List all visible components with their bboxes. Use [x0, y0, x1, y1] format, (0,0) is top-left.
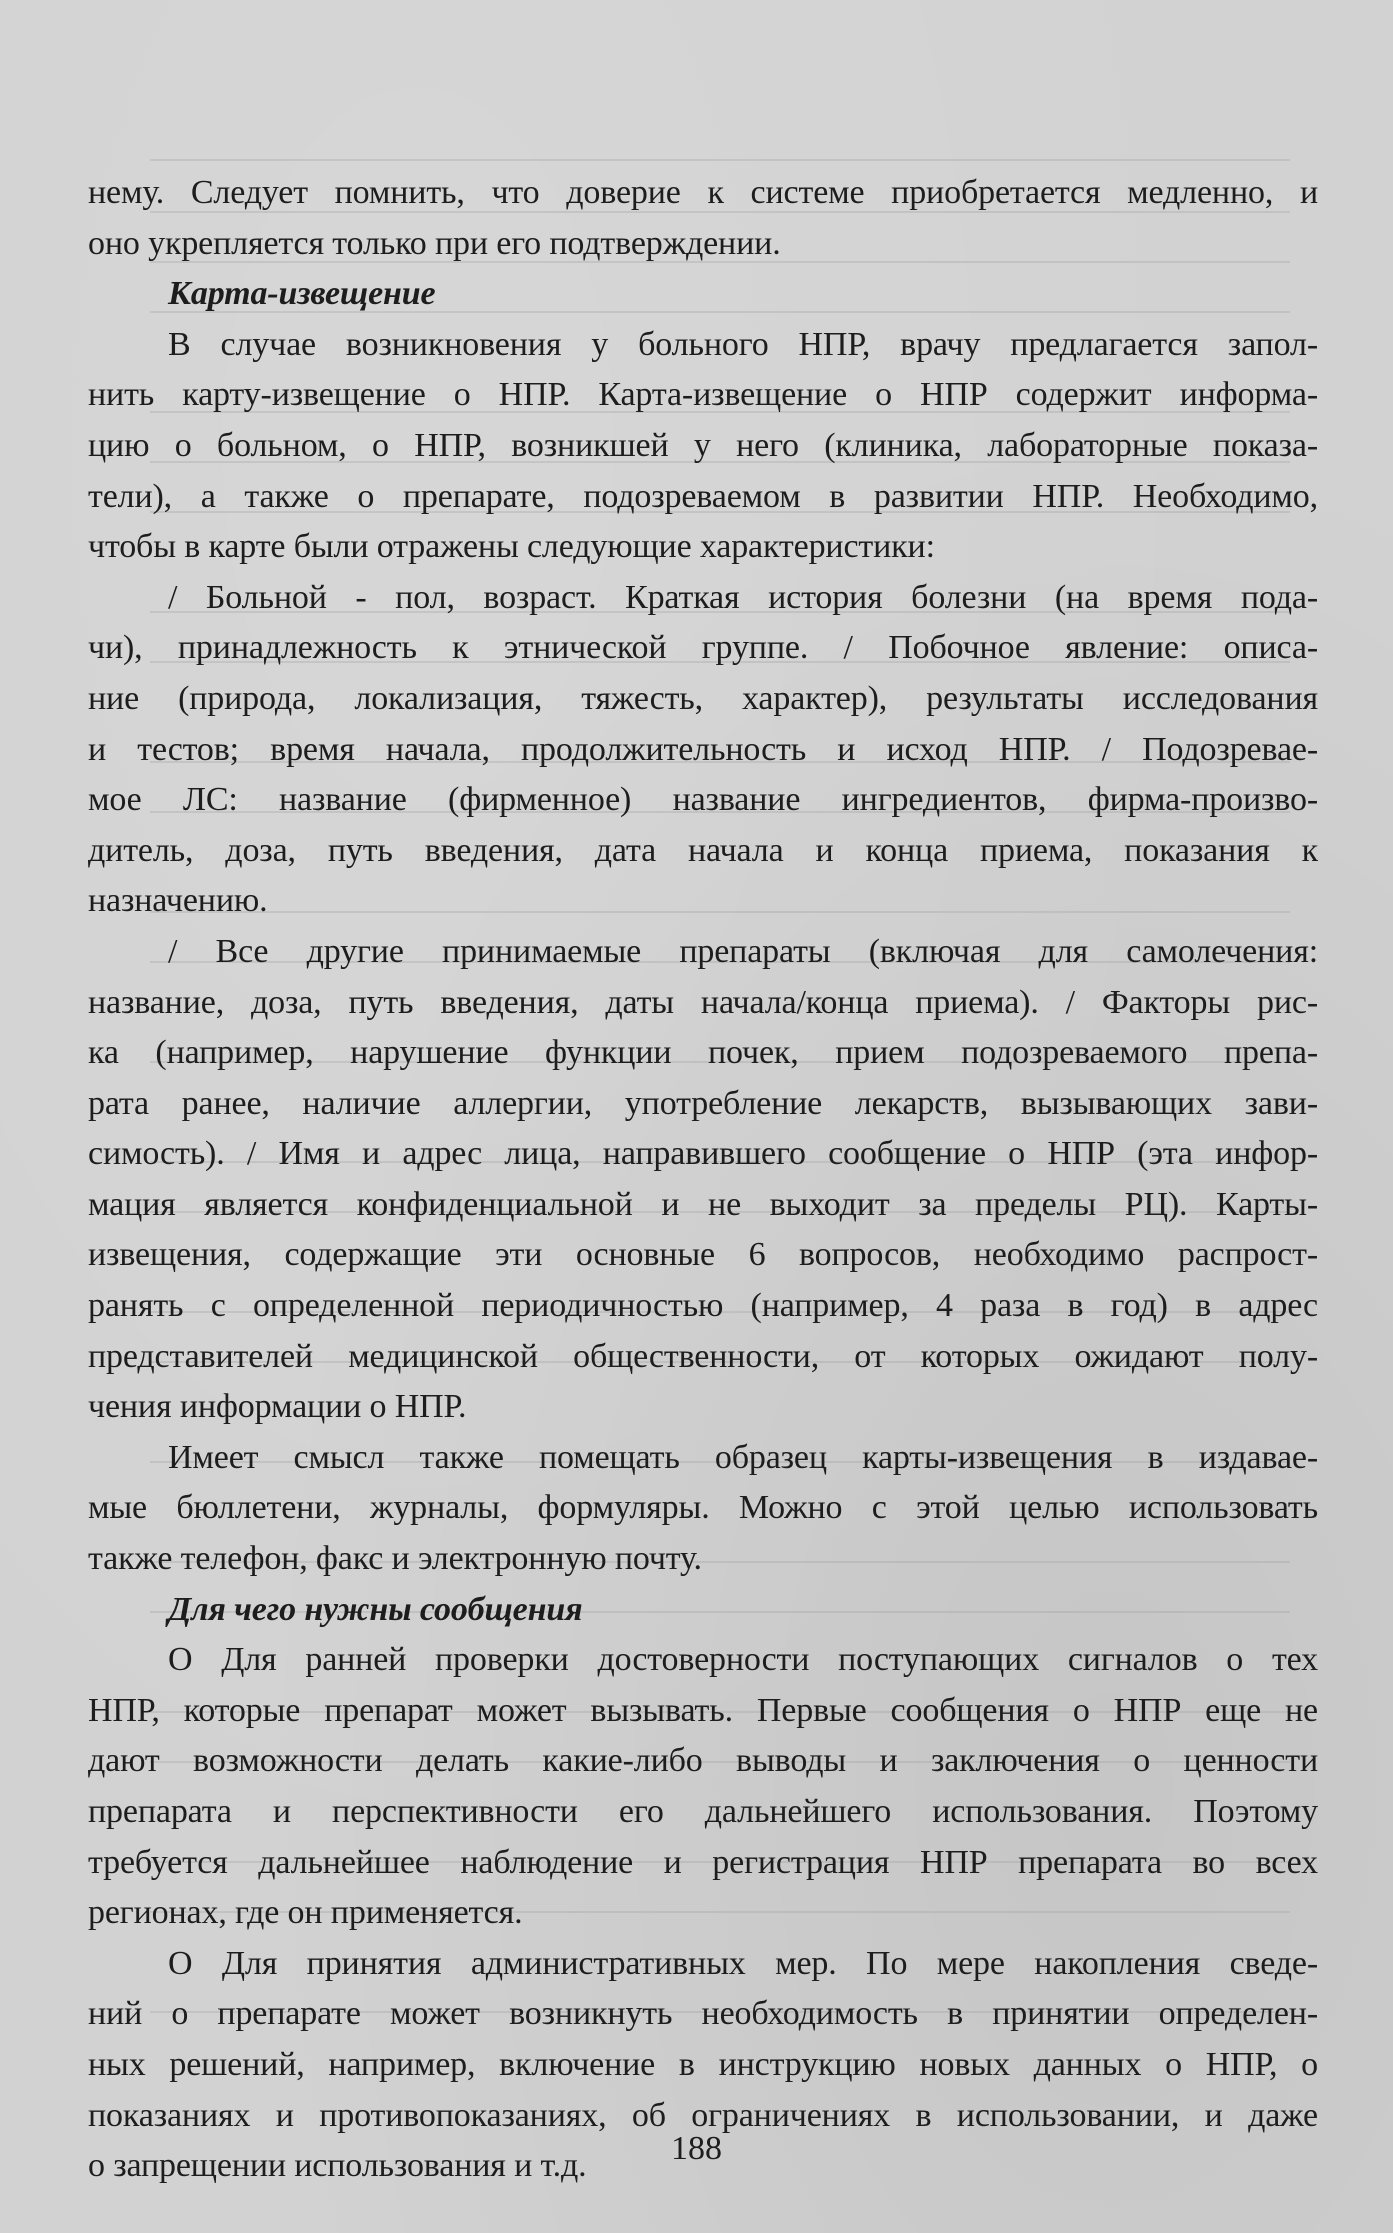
page-number: 188 — [671, 2130, 722, 2167]
text-line: и тестов; время начала, продолжительность и исход НПР. / Подозревае- — [88, 730, 1318, 768]
text-line: ний о препарате может возникнуть необходимость в принятии определен- — [88, 1995, 1318, 2033]
text-line: / Больной - пол, возраст. Краткая история болезни (на время пода- — [168, 578, 1318, 616]
text-line: НПР, которые препарат может вызывать. Первые сообщения о НПР еще не — [88, 1691, 1318, 1729]
section-heading: Карта-извещение — [168, 275, 436, 313]
text-line: цию о больном, о НПР, возникшей у него (клиника, лабораторные показа- — [88, 426, 1318, 464]
text-line: О Для ранней проверки достоверности поступающих сигналов о тех — [168, 1641, 1318, 1679]
text-line: / Все другие принимаемые препараты (включая для самолечения: — [168, 932, 1318, 970]
text-line: извещения, содержащие эти основные 6 вопросов, необходимо распрост- — [88, 1236, 1318, 1274]
text-line: Имеет смысл также помещать образец карты-извещения в издавае- — [168, 1438, 1318, 1476]
text-line: мое ЛС: название (фирменное) название ингредиентов, фирма-произво- — [88, 781, 1318, 819]
text-line: тели), а также о препарате, подозреваемом в развитии НПР. Необходимо, — [88, 477, 1318, 515]
text-line: оно укрепляется только при его подтверждении. — [88, 224, 781, 262]
text-line: рата ранее, наличие аллергии, употребление лекарств, вызывающих зави- — [88, 1084, 1318, 1122]
text-line: дитель, доза, путь введения, дата начала и конца приема, показания к — [88, 831, 1318, 869]
text-line: также телефон, факс и электронную почту. — [88, 1540, 702, 1578]
text-line: О Для принятия административных мер. По мере накопления сведе- — [168, 1944, 1318, 1982]
text-line: назначению. — [88, 882, 268, 920]
text-line: мые бюллетени, журналы, формуляры. Можно с этой целью использовать — [88, 1489, 1318, 1527]
section-heading: Для чего нужны сообщения — [168, 1590, 583, 1628]
body-text — [88, 168, 1318, 2192]
text-line: ние (природа, локализация, тяжесть, характер), результаты исследования — [88, 679, 1318, 717]
text-line: дают возможности делать какие-либо выводы и заключения о ценности — [88, 1742, 1318, 1780]
text-line: мация является конфиденциальной и не выходит за пределы РЦ). Карты- — [88, 1185, 1318, 1223]
text-line: ка (например, нарушение функции почек, прием подозреваемого препа- — [88, 1034, 1318, 1072]
text-line: ранять с определенной периодичностью (например, 4 раза в год) в адрес — [88, 1287, 1318, 1325]
text-line: о запрещении использования и т.д. — [88, 2147, 587, 2185]
text-line: чения информации о НПР. — [88, 1388, 467, 1426]
text-line: название, доза, путь введения, даты начала/конца приема). / Факторы рис- — [88, 983, 1318, 1021]
text-line: регионах, где он применяется. — [88, 1894, 523, 1932]
text-line: В случае возникновения у больного НПР, врачу предлагается запол- — [168, 325, 1318, 363]
text-line: представителей медицинской общественности, от которых ожидают полу- — [88, 1337, 1318, 1375]
text-line: препарата и перспективности его дальнейшего использования. Поэтому — [88, 1793, 1318, 1830]
text-line: симость). / Имя и адрес лица, направившего сообщение о НПР (эта инфор- — [88, 1135, 1318, 1173]
text-line: требуется дальнейшее наблюдение и регистрация НПР препарата во всех — [88, 1843, 1318, 1881]
text-line: чтобы в карте были отражены следующие характеристики: — [88, 528, 935, 566]
text-line: нить карту-извещение о НПР. Карта-извещение о НПР содержит информа- — [88, 376, 1318, 414]
text-line: нему. Следует помнить, что доверие к системе приобретается медленно, и — [88, 174, 1318, 211]
text-line: ных решений, например, включение в инструкцию новых данных о НПР, о — [88, 2045, 1318, 2083]
text-line: показаниях и противопоказаниях, об ограничениях в использовании, и даже — [88, 2096, 1318, 2134]
text-line: чи), принадлежность к этнической группе. / Побочное явление: описа- — [88, 629, 1318, 667]
